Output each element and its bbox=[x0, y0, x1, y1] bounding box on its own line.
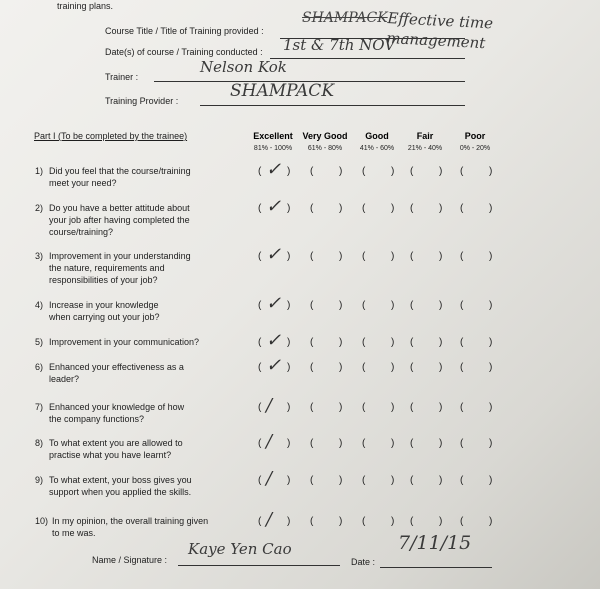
rating-paren-open[interactable]: ( bbox=[460, 251, 464, 262]
dates-label: Date(s) of course / Training conducted : bbox=[105, 47, 263, 57]
provider-line bbox=[200, 105, 465, 106]
rating-paren-close[interactable]: ) bbox=[439, 166, 443, 177]
question-text: when carrying out your job? bbox=[49, 312, 160, 322]
rating-paren-close[interactable]: ) bbox=[287, 438, 291, 449]
rating-paren-open[interactable]: ( bbox=[410, 166, 414, 177]
column-range: 0% - 20% bbox=[459, 145, 491, 152]
name-label: Name / Signature : bbox=[92, 555, 168, 565]
question-text: To what extent, your boss gives you bbox=[49, 475, 192, 485]
rating-paren-open[interactable]: ( bbox=[258, 362, 262, 373]
rating-paren-close[interactable]: ) bbox=[439, 438, 443, 449]
course-title-label: Course Title / Title of Training provided : bbox=[105, 26, 264, 36]
rating-paren-close[interactable]: ) bbox=[287, 516, 291, 527]
question-number: 5) bbox=[35, 337, 44, 347]
rating-paren-open[interactable]: ( bbox=[258, 251, 262, 262]
rating-paren-open[interactable]: ( bbox=[362, 362, 366, 373]
question-text: the nature, requirements and bbox=[49, 263, 165, 273]
question-text: support when you applied the skills. bbox=[49, 487, 192, 497]
rating-paren-open[interactable]: ( bbox=[310, 362, 314, 373]
question-number: 4) bbox=[35, 300, 44, 310]
question-text: to me was. bbox=[52, 528, 96, 538]
course-title-struck: SHAMPACK bbox=[302, 10, 388, 26]
question-text: In my opinion, the overall training given bbox=[52, 516, 209, 526]
trainer-value: Nelson Kok bbox=[200, 58, 287, 76]
rating-paren-close[interactable]: ) bbox=[339, 300, 343, 311]
rating-paren-close[interactable]: ) bbox=[287, 362, 291, 373]
question-text: Improvement in your understanding bbox=[49, 251, 191, 261]
date-label: Date : bbox=[351, 557, 376, 567]
rating-paren-open[interactable]: ( bbox=[362, 337, 366, 348]
rating-paren-open[interactable]: ( bbox=[310, 516, 314, 527]
question-number: 10) bbox=[35, 516, 49, 526]
rating-paren-close[interactable]: ) bbox=[339, 203, 343, 214]
column-range: 61% - 80% bbox=[307, 145, 343, 152]
rating-check-mark: / bbox=[266, 509, 273, 530]
column-range: 21% - 40% bbox=[407, 145, 443, 152]
rating-paren-open[interactable]: ( bbox=[310, 402, 314, 413]
part-title: Part I (To be completed by the trainee) bbox=[34, 131, 188, 141]
rating-paren-close[interactable]: ) bbox=[287, 475, 291, 486]
rating-paren-close[interactable]: ) bbox=[287, 300, 291, 311]
column-header: Very Good bbox=[302, 131, 348, 141]
question-text: practise what you have learnt? bbox=[49, 450, 172, 460]
rating-paren-close[interactable]: ) bbox=[287, 166, 291, 177]
rating-paren-close[interactable]: ) bbox=[339, 251, 343, 262]
date-value: 7/11/15 bbox=[398, 532, 472, 554]
dates-line bbox=[270, 58, 465, 59]
rating-paren-close[interactable]: ) bbox=[489, 438, 493, 449]
rating-paren-open[interactable]: ( bbox=[410, 300, 414, 311]
name-line bbox=[178, 565, 340, 566]
rating-paren-close[interactable]: ) bbox=[339, 516, 343, 527]
question-number: 1) bbox=[35, 166, 44, 176]
rating-paren-open[interactable]: ( bbox=[410, 337, 414, 348]
rating-paren-open[interactable]: ( bbox=[362, 251, 366, 262]
rating-paren-open[interactable]: ( bbox=[258, 337, 262, 348]
rating-paren-open[interactable]: ( bbox=[410, 402, 414, 413]
question-text: Enhanced your knowledge of how bbox=[49, 402, 185, 412]
rating-paren-close[interactable]: ) bbox=[391, 475, 395, 486]
rating-paren-close[interactable]: ) bbox=[339, 475, 343, 486]
rating-check-mark: / bbox=[266, 431, 273, 452]
rating-paren-close[interactable]: ) bbox=[339, 337, 343, 348]
column-header: Good bbox=[365, 131, 389, 141]
question-number: 8) bbox=[35, 438, 44, 448]
rating-paren-open[interactable]: ( bbox=[258, 475, 262, 486]
rating-paren-close[interactable]: ) bbox=[339, 438, 343, 449]
column-header: Poor bbox=[464, 131, 486, 141]
rating-paren-close[interactable]: ) bbox=[439, 251, 443, 262]
question-text: Increase in your knowledge bbox=[49, 300, 159, 310]
rating-check-mark: ✓ bbox=[266, 355, 282, 376]
rating-paren-open[interactable]: ( bbox=[460, 203, 464, 214]
rating-paren-open[interactable]: ( bbox=[460, 438, 464, 449]
question-text: course/training? bbox=[49, 227, 114, 237]
rating-paren-open[interactable]: ( bbox=[410, 251, 414, 262]
rating-paren-open[interactable]: ( bbox=[362, 402, 366, 413]
provider-value: SHAMPACK bbox=[230, 81, 335, 101]
rating-paren-open[interactable]: ( bbox=[258, 203, 262, 214]
rating-paren-close[interactable]: ) bbox=[439, 300, 443, 311]
rating-paren-open[interactable]: ( bbox=[362, 300, 366, 311]
date-line bbox=[380, 567, 492, 568]
rating-paren-open[interactable]: ( bbox=[410, 203, 414, 214]
rating-paren-close[interactable]: ) bbox=[439, 362, 443, 373]
rating-paren-open[interactable]: ( bbox=[460, 300, 464, 311]
rating-paren-close[interactable]: ) bbox=[391, 337, 395, 348]
rating-paren-close[interactable]: ) bbox=[339, 402, 343, 413]
rating-check-mark: ✓ bbox=[266, 293, 282, 314]
rating-paren-open[interactable]: ( bbox=[362, 166, 366, 177]
rating-paren-close[interactable]: ) bbox=[287, 251, 291, 262]
question-text: your job after having completed the bbox=[49, 215, 190, 225]
rating-paren-close[interactable]: ) bbox=[391, 166, 395, 177]
course-title-value: Effective time management bbox=[385, 8, 494, 53]
rating-paren-open[interactable]: ( bbox=[310, 337, 314, 348]
rating-paren-close[interactable]: ) bbox=[287, 402, 291, 413]
column-header: Excellent bbox=[253, 131, 293, 141]
question-text: Did you feel that the course/training bbox=[49, 166, 191, 176]
question-text: leader? bbox=[49, 374, 80, 384]
rating-paren-close[interactable]: ) bbox=[391, 516, 395, 527]
rating-paren-close[interactable]: ) bbox=[287, 203, 291, 214]
rating-paren-close[interactable]: ) bbox=[489, 203, 493, 214]
signature: Kaye Yen Cao bbox=[188, 540, 292, 558]
rating-paren-close[interactable]: ) bbox=[391, 251, 395, 262]
rating-paren-open[interactable]: ( bbox=[258, 300, 262, 311]
header-text: training plans. bbox=[57, 1, 114, 11]
rating-paren-close[interactable]: ) bbox=[439, 402, 443, 413]
provider-label: Training Provider : bbox=[105, 96, 179, 106]
rating-paren-open[interactable]: ( bbox=[362, 438, 366, 449]
rating-paren-close[interactable]: ) bbox=[489, 475, 493, 486]
rating-paren-open[interactable]: ( bbox=[258, 402, 262, 413]
rating-paren-open[interactable]: ( bbox=[258, 438, 262, 449]
rating-check-mark: ✓ bbox=[266, 244, 282, 265]
rating-paren-close[interactable]: ) bbox=[439, 475, 443, 486]
column-range: 81% - 100% bbox=[253, 145, 293, 152]
question-text: the company functions? bbox=[49, 414, 145, 424]
rating-paren-close[interactable]: ) bbox=[439, 516, 443, 527]
column-range: 41% - 60% bbox=[359, 145, 395, 152]
rating-check-mark: ✓ bbox=[266, 159, 282, 180]
question-text: Do you have a better attitude about bbox=[49, 203, 190, 213]
rating-paren-open[interactable]: ( bbox=[310, 300, 314, 311]
rating-paren-open[interactable]: ( bbox=[410, 438, 414, 449]
rating-paren-close[interactable]: ) bbox=[489, 300, 493, 311]
rating-paren-open[interactable]: ( bbox=[362, 475, 366, 486]
rating-paren-open[interactable]: ( bbox=[460, 516, 464, 527]
rating-paren-open[interactable]: ( bbox=[460, 402, 464, 413]
question-number: 7) bbox=[35, 402, 44, 412]
rating-paren-close[interactable]: ) bbox=[439, 337, 443, 348]
rating-paren-close[interactable]: ) bbox=[391, 402, 395, 413]
rating-check-mark: ✓ bbox=[266, 196, 282, 217]
rating-paren-close[interactable]: ) bbox=[489, 516, 493, 527]
question-number: 2) bbox=[35, 203, 44, 213]
rating-paren-open[interactable]: ( bbox=[310, 251, 314, 262]
dates-value: 1st & 7th NOV bbox=[283, 36, 396, 54]
question-number: 3) bbox=[35, 251, 44, 261]
rating-paren-close[interactable]: ) bbox=[391, 203, 395, 214]
rating-paren-close[interactable]: ) bbox=[391, 362, 395, 373]
question-text: Enhanced your effectiveness as a bbox=[49, 362, 184, 372]
rating-check-mark: ✓ bbox=[266, 330, 282, 351]
rating-paren-close[interactable]: ) bbox=[489, 251, 493, 262]
rating-paren-open[interactable]: ( bbox=[258, 166, 262, 177]
question-text: To what extent you are allowed to bbox=[49, 438, 183, 448]
rating-paren-close[interactable]: ) bbox=[489, 166, 493, 177]
rating-paren-close[interactable]: ) bbox=[489, 337, 493, 348]
rating-paren-open[interactable]: ( bbox=[310, 203, 314, 214]
question-text: meet your need? bbox=[49, 178, 117, 188]
question-number: 9) bbox=[35, 475, 44, 485]
rating-paren-open[interactable]: ( bbox=[310, 475, 314, 486]
rating-check-mark: / bbox=[266, 468, 273, 489]
rating-paren-open[interactable]: ( bbox=[410, 475, 414, 486]
rating-paren-close[interactable]: ) bbox=[489, 362, 493, 373]
trainer-label: Trainer : bbox=[105, 72, 139, 82]
rating-paren-close[interactable]: ) bbox=[489, 402, 493, 413]
rating-paren-open[interactable]: ( bbox=[460, 475, 464, 486]
column-header: Fair bbox=[416, 131, 434, 141]
rating-paren-open[interactable]: ( bbox=[460, 166, 464, 177]
rating-paren-open[interactable]: ( bbox=[362, 516, 366, 527]
question-text: Improvement in your communication? bbox=[49, 337, 200, 347]
rating-paren-open[interactable]: ( bbox=[410, 362, 414, 373]
rating-paren-open[interactable]: ( bbox=[460, 337, 464, 348]
question-text: responsibilities of your job? bbox=[49, 275, 158, 285]
rating-paren-close[interactable]: ) bbox=[287, 337, 291, 348]
rating-paren-open[interactable]: ( bbox=[258, 516, 262, 527]
rating-paren-open[interactable]: ( bbox=[460, 362, 464, 373]
rating-paren-close[interactable]: ) bbox=[439, 203, 443, 214]
rating-paren-close[interactable]: ) bbox=[339, 362, 343, 373]
question-number: 6) bbox=[35, 362, 44, 372]
rating-check-mark: / bbox=[266, 395, 273, 416]
rating-paren-open[interactable]: ( bbox=[310, 166, 314, 177]
rating-paren-close[interactable]: ) bbox=[391, 438, 395, 449]
rating-paren-close[interactable]: ) bbox=[391, 300, 395, 311]
rating-paren-open[interactable]: ( bbox=[362, 203, 366, 214]
rating-paren-close[interactable]: ) bbox=[339, 166, 343, 177]
rating-paren-open[interactable]: ( bbox=[310, 438, 314, 449]
rating-paren-open[interactable]: ( bbox=[410, 516, 414, 527]
